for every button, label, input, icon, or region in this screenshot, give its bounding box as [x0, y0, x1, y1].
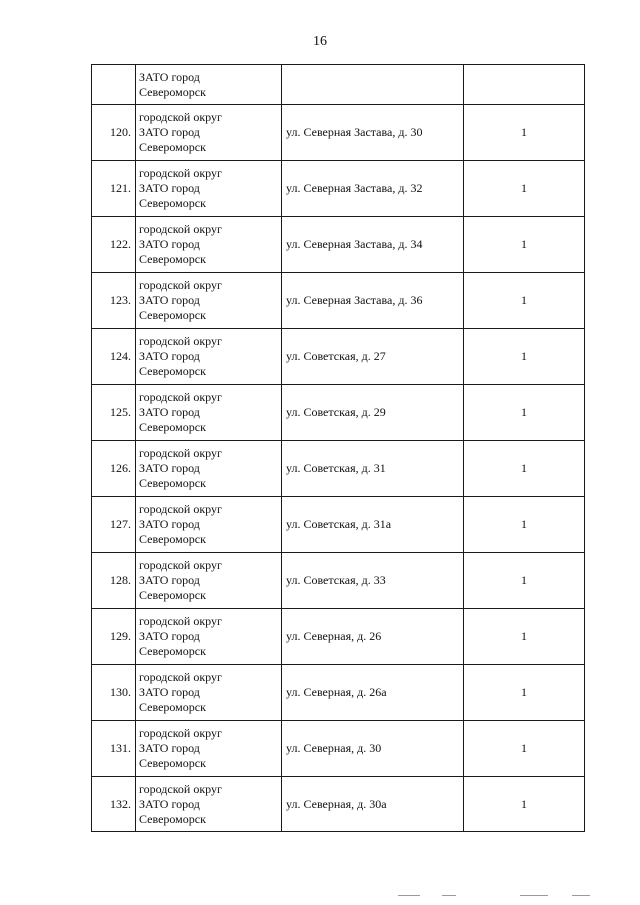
quantity-cell: 1: [464, 441, 585, 497]
municipality-line: ЗАТО город: [139, 69, 200, 84]
municipality-line: городской округ: [139, 502, 222, 516]
row-number-cell: 129.: [92, 609, 136, 665]
table-row: [92, 273, 585, 329]
row-number-cell: 125.: [92, 385, 136, 441]
row-number-cell: 124.: [92, 329, 136, 385]
table-row: [92, 329, 585, 385]
municipality-line: городской округ: [139, 446, 222, 460]
municipality-line: городской округ: [139, 166, 222, 180]
municipality-cell: [136, 609, 282, 665]
address-cell: ул. Северная Застава, д. 36: [282, 273, 464, 329]
municipality-line: Североморск: [139, 700, 206, 714]
address-cell: ул. Советская, д. 31а: [282, 497, 464, 553]
municipality-line: ЗАТО город: [139, 125, 200, 139]
municipality-line: ЗАТО город: [139, 349, 200, 363]
municipality-cell: [136, 441, 282, 497]
municipality-cell: [136, 777, 282, 832]
quantity-cell: 1: [464, 497, 585, 553]
municipality-line: городской округ: [139, 614, 222, 628]
table-body: [92, 65, 585, 832]
municipality-line: городской округ: [139, 278, 222, 292]
table-row: [92, 161, 585, 217]
row-number-cell: 127.: [92, 497, 136, 553]
municipality-line: ЗАТО город: [139, 237, 200, 251]
address-cell: ул. Советская, д. 29: [282, 385, 464, 441]
municipality-line: ЗАТО город: [139, 685, 200, 699]
quantity-cell: 1: [464, 385, 585, 441]
municipality-line: Североморск: [139, 84, 206, 99]
municipality-line: ЗАТО город: [139, 741, 200, 755]
row-number-cell: 123.: [92, 273, 136, 329]
municipality-cell: [136, 105, 282, 161]
municipality-line: городской округ: [139, 334, 222, 348]
municipality-cell: [136, 329, 282, 385]
row-number-cell: 132.: [92, 777, 136, 832]
table-row: [92, 385, 585, 441]
quantity-cell: 1: [464, 553, 585, 609]
quantity-cell: 1: [464, 273, 585, 329]
address-cell: ул. Северная, д. 30: [282, 721, 464, 777]
municipality-line: ЗАТО город: [139, 573, 200, 587]
municipality-line: Североморск: [139, 308, 206, 322]
address-cell: ул. Советская, д. 31: [282, 441, 464, 497]
municipality-cell: [136, 273, 282, 329]
municipality-cell: [136, 217, 282, 273]
table-row: [92, 777, 585, 832]
municipality-line: Североморск: [139, 811, 206, 826]
table-row: [92, 105, 585, 161]
quantity-cell: 1: [464, 105, 585, 161]
municipality-cell: [136, 553, 282, 609]
municipality-line: ЗАТО город: [139, 461, 200, 475]
municipality-cell: [136, 385, 282, 441]
municipality-line: Североморск: [139, 756, 206, 770]
table-row: [92, 497, 585, 553]
municipality-line: ЗАТО город: [139, 796, 200, 811]
row-number-cell: 126.: [92, 441, 136, 497]
municipality-line: Североморск: [139, 364, 206, 378]
municipality-line: Североморск: [139, 644, 206, 658]
page-number: 16: [313, 34, 327, 49]
municipality-cell: [136, 65, 282, 105]
quantity-cell: 1: [464, 161, 585, 217]
row-number-cell: [92, 65, 136, 105]
municipality-line: городской округ: [139, 110, 222, 124]
municipality-line: городской округ: [139, 726, 222, 740]
row-number-cell: 121.: [92, 161, 136, 217]
municipality-cell: [136, 161, 282, 217]
address-cell: [282, 65, 464, 105]
table-row: [92, 665, 585, 721]
row-number-cell: 131.: [92, 721, 136, 777]
row-number-cell: 122.: [92, 217, 136, 273]
quantity-cell: 1: [464, 329, 585, 385]
table-row: [92, 609, 585, 665]
quantity-cell: 1: [464, 777, 585, 832]
municipality-line: городской округ: [139, 781, 222, 796]
municipality-line: Североморск: [139, 420, 206, 434]
municipality-line: ЗАТО город: [139, 181, 200, 195]
quantity-cell: 1: [464, 609, 585, 665]
address-cell: ул. Северная, д. 30а: [282, 777, 464, 832]
municipality-line: ЗАТО город: [139, 293, 200, 307]
municipality-line: ЗАТО город: [139, 629, 200, 643]
row-number-cell: 120.: [92, 105, 136, 161]
table-row: [92, 721, 585, 777]
municipality-line: ЗАТО город: [139, 405, 200, 419]
address-cell: ул. Советская, д. 33: [282, 553, 464, 609]
municipality-line: городской округ: [139, 670, 222, 684]
municipality-line: Североморск: [139, 252, 206, 266]
quantity-cell: 1: [464, 721, 585, 777]
row-number-cell: 128.: [92, 553, 136, 609]
municipality-cell: [136, 665, 282, 721]
municipality-cell: [136, 497, 282, 553]
table-row: [92, 553, 585, 609]
address-cell: ул. Советская, д. 27: [282, 329, 464, 385]
municipality-line: Североморск: [139, 196, 206, 210]
address-cell: ул. Северная, д. 26а: [282, 665, 464, 721]
municipality-line: Североморск: [139, 588, 206, 602]
municipality-line: Североморск: [139, 476, 206, 490]
scan-footer-marks: [0, 893, 640, 899]
table-row-continued: [92, 65, 585, 105]
municipality-line: Североморск: [139, 140, 206, 154]
address-cell: ул. Северная Застава, д. 34: [282, 217, 464, 273]
housing-table: [91, 64, 585, 832]
quantity-cell: 1: [464, 217, 585, 273]
municipality-line: городской округ: [139, 390, 222, 404]
address-cell: ул. Северная Застава, д. 30: [282, 105, 464, 161]
quantity-cell: 1: [464, 665, 585, 721]
municipality-line: городской округ: [139, 558, 222, 572]
municipality-line: ЗАТО город: [139, 517, 200, 531]
municipality-cell: [136, 721, 282, 777]
table-row: [92, 217, 585, 273]
address-cell: ул. Северная Застава, д. 32: [282, 161, 464, 217]
row-number-cell: 130.: [92, 665, 136, 721]
address-cell: ул. Северная, д. 26: [282, 609, 464, 665]
municipality-line: городской округ: [139, 222, 222, 236]
table-row: [92, 441, 585, 497]
quantity-cell: [464, 65, 585, 105]
municipality-line: Североморск: [139, 532, 206, 546]
